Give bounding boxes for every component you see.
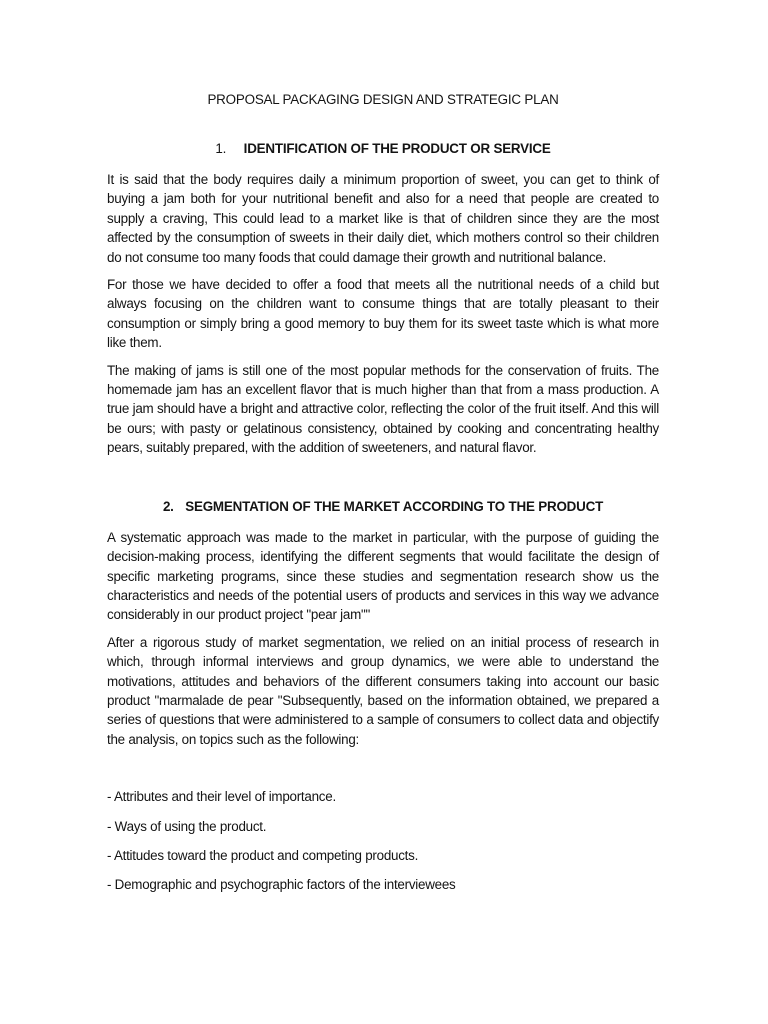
paragraph: The making of jams is still one of the most popular methods for the conservation of fruits. The homemade jam has an excellent flavor that is much higher than that from a mass production. A true jam should have a bright and attractive color, reflecting the color of the fruit itself. And this will be ours; with pasty or gelatinous consistency, obtained by cooking and concentrating healthy pears, suitably prepared, with the addition of sweeteners, and natural flavor. [107, 362, 659, 456]
document-body [107, 92, 659, 905]
list-spacer [107, 757, 659, 787]
document-title: PROPOSAL PACKAGING DESIGN AND STRATEGIC PLAN [207, 92, 559, 107]
section-heading-identification [107, 141, 659, 156]
paragraph: After a rigorous study of market segmentation, we relied on an initial process of research in which, through informal interviews and group dynamics, we were able to understand the motivations, attitudes and behaviors of the different consumers taking into account our basic product "marmalade de pear "Subsequently, based on the information obtained, we prepared a series of questions that were administered to a sample of consumers to collect data and objectify the analysis, on topics such as the following: [107, 634, 659, 747]
section-heading-segmentation [107, 499, 659, 514]
list-item: - Attitudes toward the product and competing products. [107, 847, 419, 863]
paragraph: A systematic approach was made to the market in particular, with the purpose of guiding the decision-making process, identifying the different segments that would facilitate the design of specific marketing programs, since these studies and segmentation research show us the characteristics and needs of the potential users of products and services in this way we advance considerably in our product project "pear jam"" [107, 529, 659, 623]
section-title: SEGMENTATION OF THE MARKET ACCORDING TO THE PRODUCT [185, 498, 604, 514]
paragraph: It is said that the body requires daily a minimum proportion of sweet, you can get to think of buying a jam both for your nutritional benefit and also for a need that people are created to supply a craving, This could lead to a market like is that of children since they are the most affected by the consumption of sweets in their daily diet, which mothers control so their children do not consume too many foods that could damage their growth and nutritional balance. [107, 172, 659, 265]
section-spacer [107, 466, 659, 499]
list-item: - Ways of using the product. [107, 818, 267, 834]
section-number: 2. [162, 498, 174, 514]
paragraph: For those we have decided to offer a food that meets all the nutritional needs of a child but always focusing on the children want to consume things that are totally pleasant to their consumption or simply bring a good memory to buy them for its sweet taste which is what more like them. [107, 277, 659, 351]
list-item: - Attributes and their level of importance. [107, 789, 336, 805]
section-title: IDENTIFICATION OF THE PRODUCT OR SERVICE [243, 141, 551, 156]
list-item: - Demographic and psychographic factors of the interviewees [107, 877, 456, 893]
topics-list [107, 787, 659, 895]
section-number: 1. [215, 141, 227, 156]
